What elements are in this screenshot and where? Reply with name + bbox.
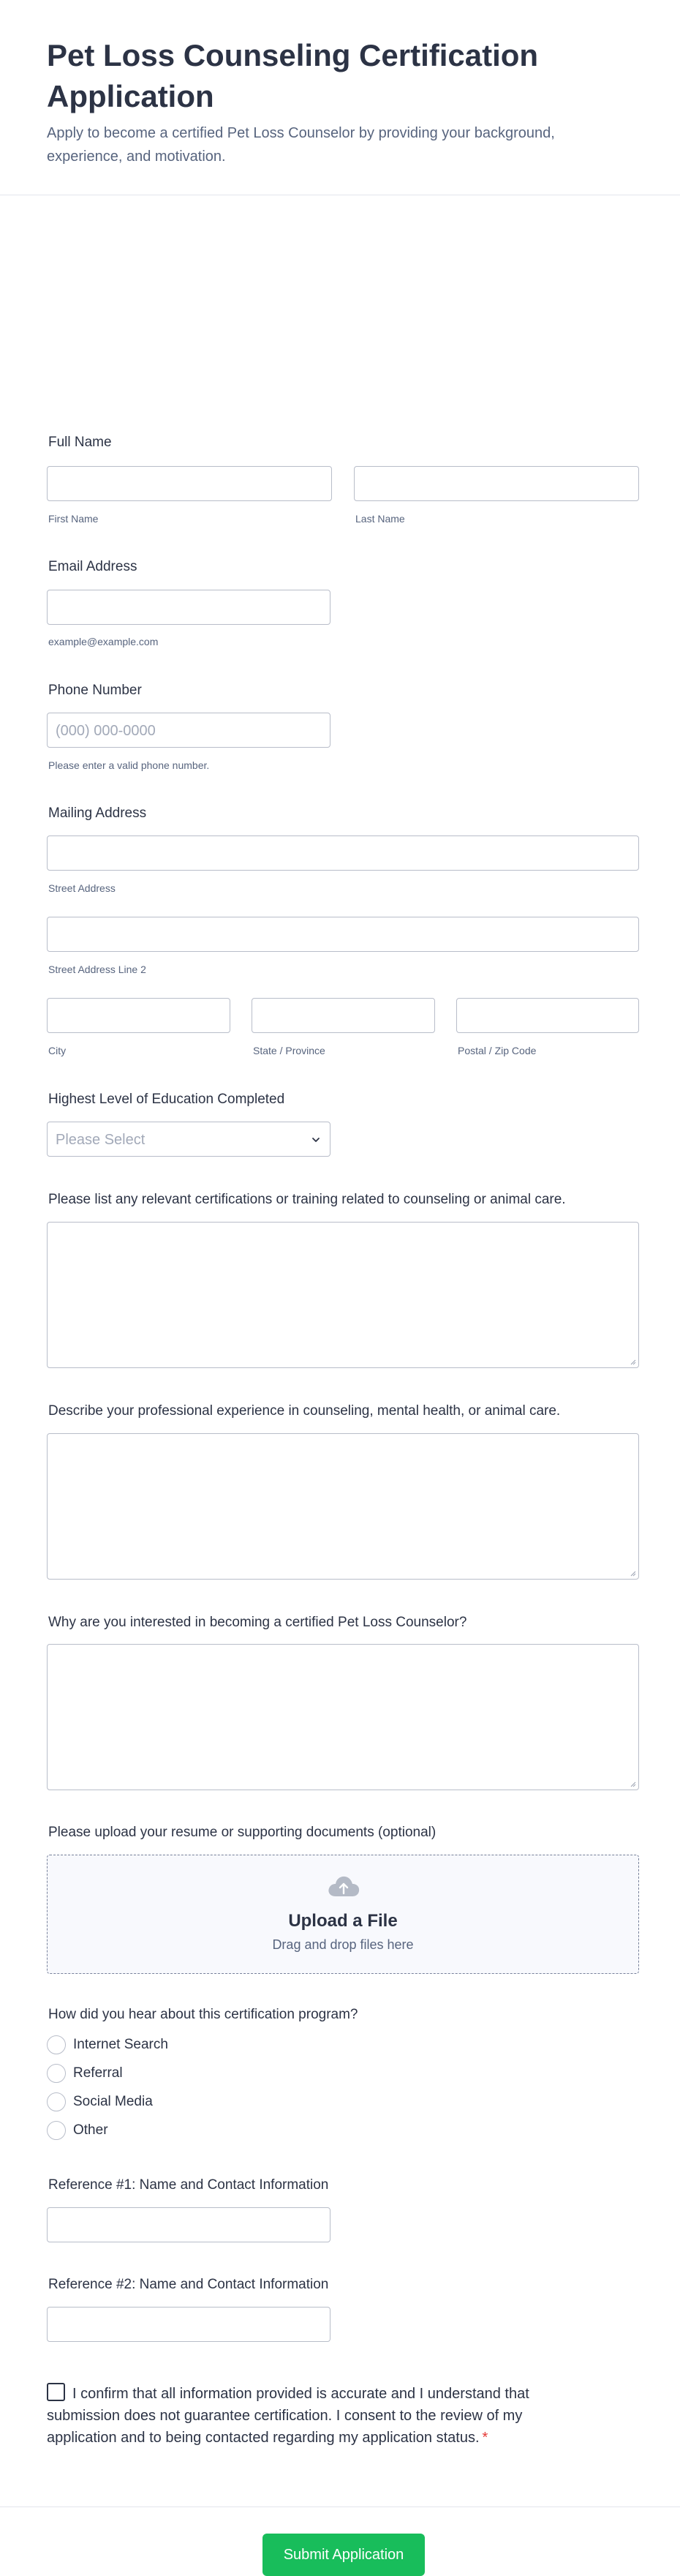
radio-label: Social Media bbox=[73, 2094, 153, 2109]
city-input[interactable] bbox=[47, 998, 230, 1033]
street-address-input[interactable] bbox=[47, 835, 639, 871]
radio-option-other[interactable] bbox=[47, 2121, 108, 2140]
resize-grip-icon[interactable] bbox=[630, 1359, 636, 1365]
submit-application-button[interactable]: Submit Application bbox=[262, 2534, 425, 2576]
consent-text: I confirm that all information provided is accurate and I understand that submission does not guarantee certification. I consent to the review of my application and to being contacted regarding my application status. bbox=[47, 2386, 529, 2446]
reference-1-input[interactable] bbox=[47, 2207, 330, 2242]
first-name-input[interactable] bbox=[47, 466, 332, 501]
city-sublabel: City bbox=[48, 1045, 67, 1056]
radio-button[interactable] bbox=[47, 2121, 66, 2140]
motivation-textarea[interactable] bbox=[47, 1644, 639, 1790]
street-address-sublabel: Street Address bbox=[48, 882, 116, 894]
education-selected-value: Please Select bbox=[56, 1132, 146, 1148]
reference-2-input[interactable] bbox=[47, 2307, 330, 2342]
phone-input[interactable] bbox=[47, 713, 330, 748]
form-header bbox=[0, 0, 680, 195]
zip-input[interactable] bbox=[456, 998, 639, 1033]
state-input[interactable] bbox=[252, 998, 435, 1033]
email-sublabel: example@example.com bbox=[48, 636, 159, 647]
phone-label: Phone Number bbox=[48, 683, 142, 698]
resize-grip-icon[interactable] bbox=[630, 1571, 636, 1577]
consent-checkbox[interactable] bbox=[47, 2383, 65, 2401]
radio-label: Referral bbox=[73, 2065, 123, 2081]
radio-option-social-media[interactable] bbox=[47, 2092, 153, 2111]
file-upload-dropzone[interactable] bbox=[47, 1855, 639, 1974]
phone-placeholder: (000) 000-0000 bbox=[56, 723, 156, 739]
upload-title: Upload a File bbox=[288, 1911, 398, 1931]
chevron-down-icon bbox=[311, 1135, 321, 1145]
radio-button[interactable] bbox=[47, 2064, 66, 2083]
required-asterisk: * bbox=[482, 2430, 488, 2446]
full-name-label: Full Name bbox=[48, 435, 112, 450]
radio-option-referral[interactable] bbox=[47, 2064, 123, 2083]
state-sublabel: State / Province bbox=[253, 1045, 325, 1056]
address-label: Mailing Address bbox=[48, 806, 147, 821]
email-input[interactable] bbox=[47, 590, 330, 625]
zip-sublabel: Postal / Zip Code bbox=[458, 1045, 537, 1056]
street-address-line2-input[interactable] bbox=[47, 917, 639, 952]
radio-label: Internet Search bbox=[73, 2037, 168, 2052]
last-name-sublabel: Last Name bbox=[355, 513, 405, 525]
experience-label: Describe your professional experience in counseling, mental health, or animal care. bbox=[48, 1403, 561, 1419]
page-subtitle: Apply to become a certified Pet Loss Counselor by providing your background, experience, and motivation. bbox=[47, 125, 555, 165]
motivation-label: Why are you interested in becoming a certified Pet Loss Counselor? bbox=[48, 1615, 467, 1630]
upload-label: Please upload your resume or supporting documents (optional) bbox=[48, 1825, 437, 1840]
consent-statement bbox=[47, 2383, 581, 2449]
radio-option-internet-search[interactable] bbox=[47, 2035, 168, 2054]
reference-1-label: Reference #1: Name and Contact Information bbox=[48, 2177, 329, 2193]
radio-label: Other bbox=[73, 2122, 108, 2138]
upload-subtitle: Drag and drop files here bbox=[272, 1937, 414, 1952]
experience-textarea[interactable] bbox=[47, 1433, 639, 1580]
education-label: Highest Level of Education Completed bbox=[48, 1092, 285, 1107]
phone-sublabel: Please enter a valid phone number. bbox=[48, 759, 210, 771]
radio-button[interactable] bbox=[47, 2092, 66, 2111]
last-name-input[interactable] bbox=[354, 466, 639, 501]
resize-grip-icon[interactable] bbox=[630, 1781, 636, 1787]
page-title: Pet Loss Counseling Certification Application bbox=[47, 38, 539, 113]
certifications-textarea[interactable] bbox=[47, 1222, 639, 1368]
first-name-sublabel: First Name bbox=[48, 513, 99, 525]
footer-divider bbox=[0, 2506, 680, 2507]
certifications-label: Please list any relevant certifications or training related to counseling or animal care. bbox=[48, 1192, 566, 1207]
reference-2-label: Reference #2: Name and Contact Information bbox=[48, 2277, 329, 2292]
radio-button[interactable] bbox=[47, 2035, 66, 2054]
hear-about-label: How did you hear about this certification program? bbox=[48, 2007, 358, 2022]
email-label: Email Address bbox=[48, 559, 137, 574]
street-address-line2-sublabel: Street Address Line 2 bbox=[48, 964, 146, 975]
education-select[interactable] bbox=[47, 1122, 330, 1157]
cloud-upload-icon bbox=[326, 1873, 361, 1899]
